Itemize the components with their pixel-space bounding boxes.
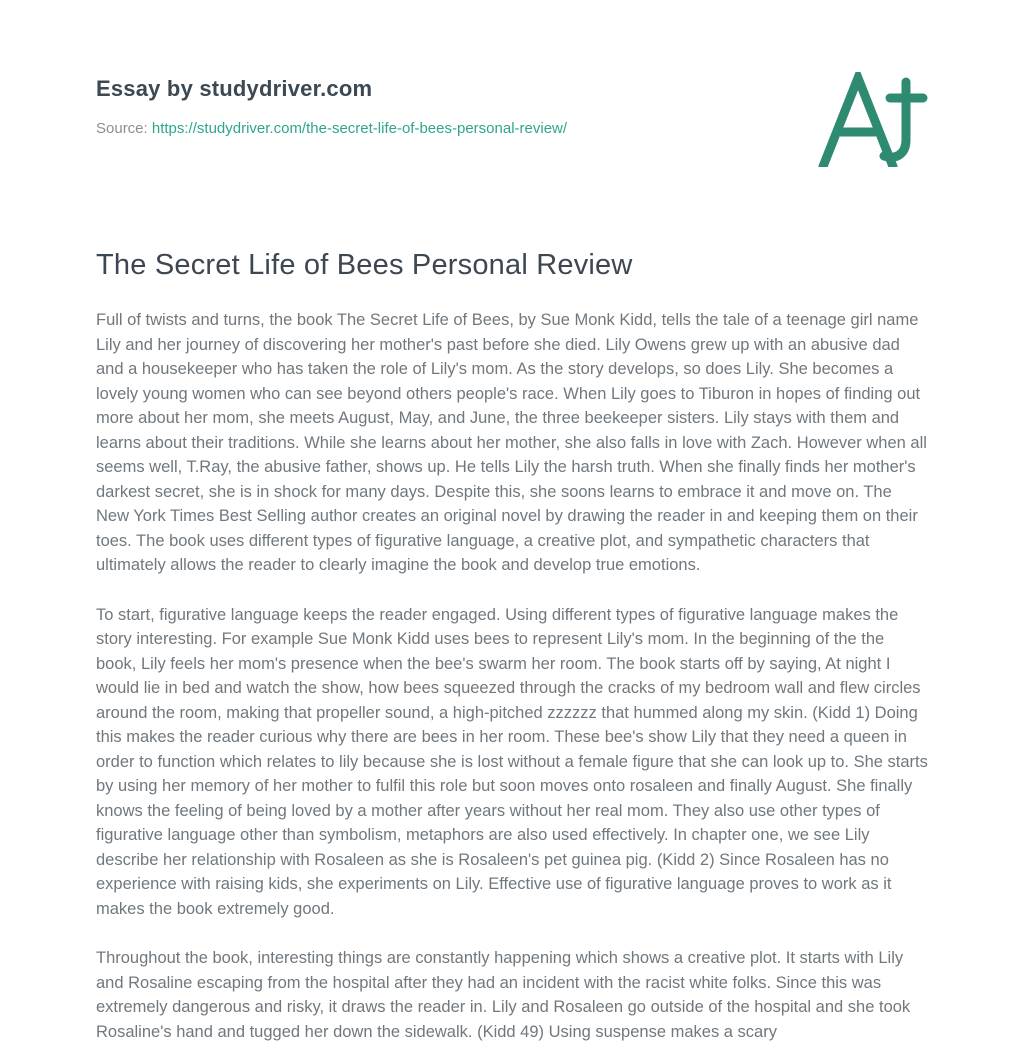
source-label: Source:: [96, 120, 148, 137]
document-title: The Secret Life of Bees Personal Review: [96, 249, 633, 281]
essay-paragraph-1: Full of twists and turns, the book The Secret Life of Bees, by Sue Monk Kidd, tells the tale of a teenage girl name Lily and her journey of discovering her mother's past before she died. Lily Owens grew up with an abusive dad and a housekeeper who has taken the role of Lily's mom. As the story develops, so does Lily. She becomes a lovely young women who can see beyond others people's race. When Lily goes to Tiburon in hopes of finding out more about her mom, she meets August, May, and June, the three beekeeper sisters. Lily stays with them and learns about their traditions. While she learns about her mother, she also falls in love with Zach. However when all seems well, T.Ray, the abusive father, shows up. He tells Lily the harsh truth. When she finally finds her mother's darkest secret, she is in shock for many days. Despite this, she soons learns to embrace it and move on. The New York Times Best Selling author creates an original novel by drawing the reader in and keeping them on their toes. The book uses different types of figurative language, a creative plot, and sympathetic characters that ultimately allows the reader to clearly imagine the book and develop true emotions.: [96, 311, 927, 574]
page-header: [96, 0, 928, 137]
source-url-link[interactable]: https://studydriver.com/the-secret-life-of-bees-personal-review/: [151, 120, 568, 137]
essay-body: [96, 308, 928, 1044]
source-line: [96, 120, 928, 137]
studydriver-logo-icon: [818, 72, 928, 167]
essay-paragraph-2: To start, figurative language keeps the reader engaged. Using different types of figurative language makes the story interesting. For example Sue Monk Kidd uses bees to represent Lily's mom. In the beginning of the the book, Lily feels her mom's presence when the bee's swarm her room. The book starts off by saying, At night I would lie in bed and watch the show, how bees squeezed through the cracks of my bedroom wall and flew circles around the room, making that propeller sound, a high-pitched zzzzzz that hummed along my skin. (Kidd 1) Doing this makes the reader curious why there are bees in her room. These bee's show Lily that they need a queen in order to function which relates to lily because she is lost without a female figure that she can look up to. She starts by using her memory of her mother to fulfil this role but soon moves onto rosaleen and finally August. She finally knows the feeling of being loved by a mother after years without her real mom. They also use other types of figurative language other than symbolism, metaphors are also used effectively. In chapter one, we see Lily describe her relationship with Rosaleen as she is Rosaleen's pet guinea pig. (Kidd 2) Since Rosaleen has no experience with raising kids, she experiments on Lily. Effective use of figurative language proves to work as it makes the book extremely good.: [96, 605, 928, 918]
essay-paragraph-3: Throughout the book, interesting things are constantly happening which shows a creative plot. It starts with Lily and Rosaline escaping from the hospital after they had an incident with the racist white folks. Since this was extremely dangerous and risky, it draws the reader in. Lily and Rosaleen go outside of the hospital and she took Rosaline's hand and tugged her down the sidewalk. (Kidd 49) Using suspense makes a scary: [96, 949, 911, 1041]
studydriver-logo: [818, 72, 928, 167]
essay-by-heading: Essay by studydriver.com: [96, 76, 373, 101]
